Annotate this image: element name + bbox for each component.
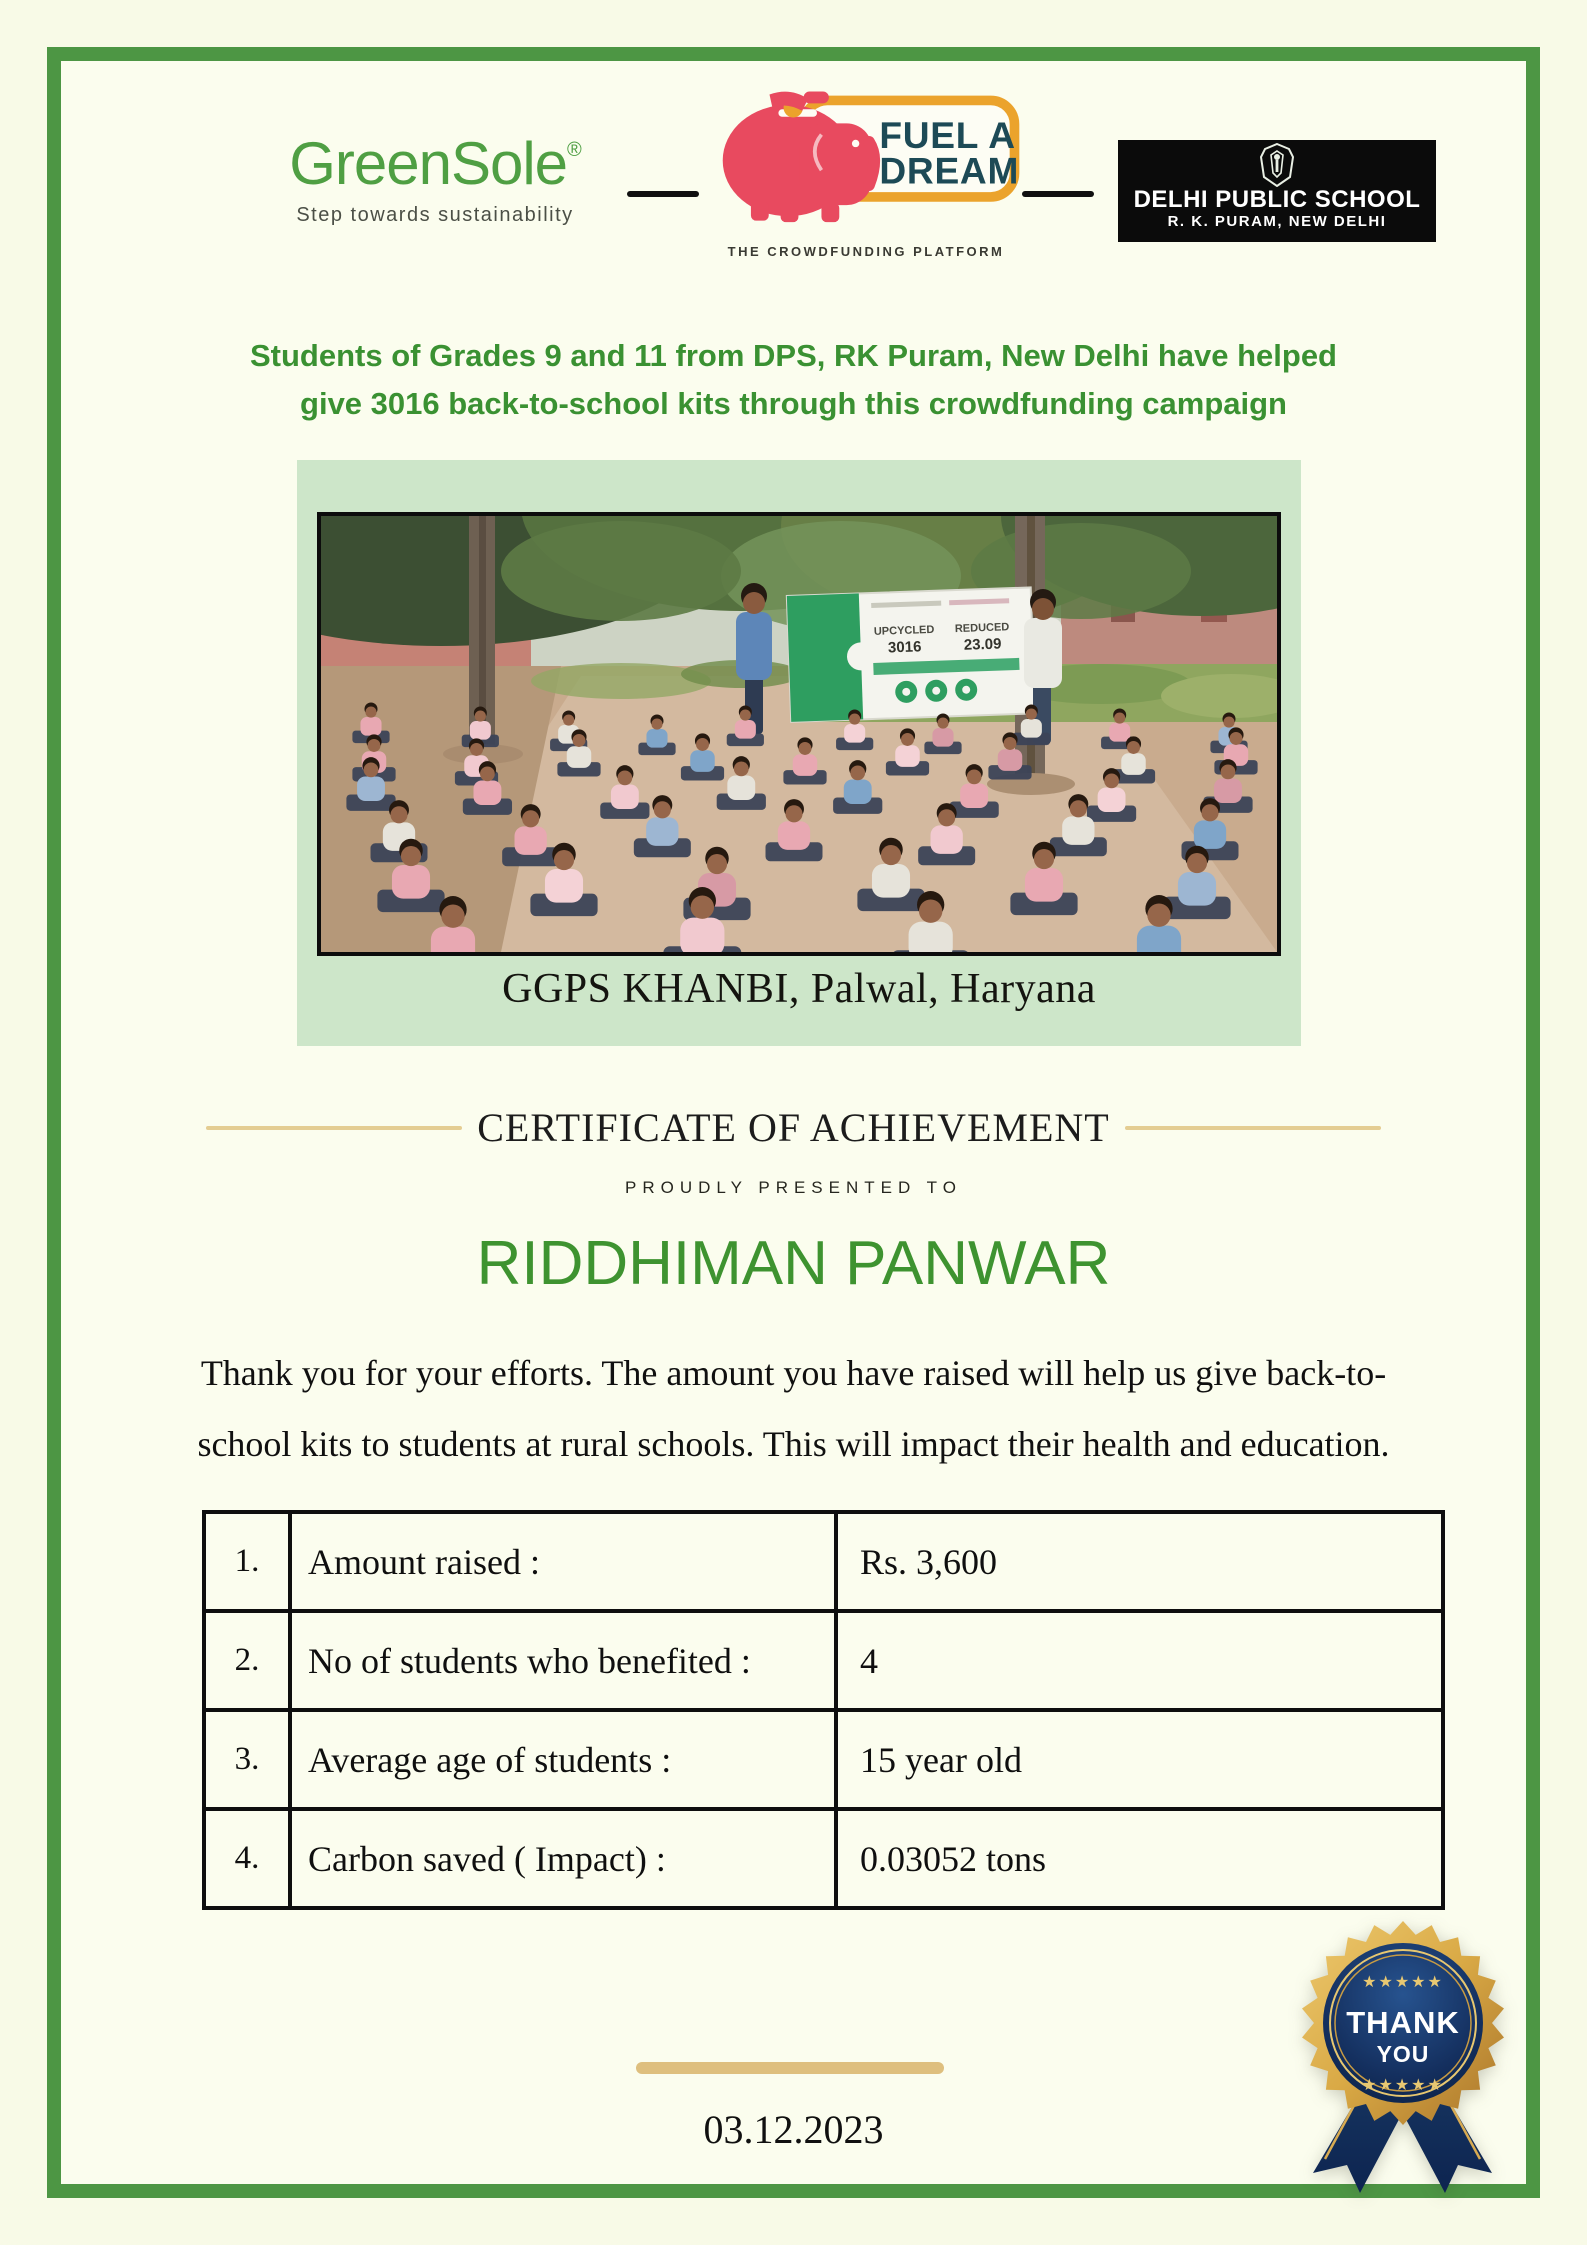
dps-shield-icon — [1259, 143, 1295, 187]
impact-stats-table — [202, 1510, 1445, 1910]
row-label: No of students who benefited : — [290, 1611, 836, 1710]
certificate-date: 03.12.2023 — [703, 2107, 884, 2152]
row-number: 4. — [204, 1809, 290, 1908]
gold-line-right — [1125, 1126, 1381, 1130]
recipient-name: RIDDHIMAN PANWAR — [476, 1229, 1111, 1298]
badge-stars-top: ★★★★★ — [1362, 1974, 1444, 1991]
thank-you-badge — [1285, 1915, 1520, 2195]
fueladream-logo-graphic — [710, 90, 1022, 237]
fueladream-tagline: THE CROWDFUNDING PLATFORM — [727, 244, 1005, 259]
logo-separator-dash — [1022, 191, 1094, 197]
row-value: 15 year old — [836, 1710, 1443, 1809]
svg-text:FUEL A: FUEL A — [879, 113, 1016, 156]
row-label: Average age of students : — [290, 1710, 836, 1809]
row-label: Amount raised : — [290, 1512, 836, 1611]
greensole-logo — [255, 118, 615, 227]
svg-text:REDUCED: REDUCED — [954, 621, 1010, 636]
thank-you-badge-graphic — [1285, 1915, 1520, 2195]
certificate-title: CERTIFICATE OF ACHIEVEMENT — [477, 1105, 1110, 1150]
row-number: 1. — [204, 1512, 290, 1611]
svg-text:23.09: 23.09 — [963, 635, 1002, 654]
table-row — [204, 1809, 1443, 1908]
dps-logo — [1118, 140, 1436, 242]
fueladream-wordmark — [879, 114, 1019, 192]
photo-panel — [297, 460, 1301, 1046]
gold-divider — [636, 2062, 944, 2074]
row-value: 0.03052 tons — [836, 1809, 1443, 1908]
table-row — [204, 1512, 1443, 1611]
row-number: 3. — [204, 1710, 290, 1809]
table-row — [204, 1611, 1443, 1710]
campaign-headline — [0, 332, 1587, 428]
greensole-tagline: Step towards sustainability — [296, 204, 574, 226]
row-value: 4 — [836, 1611, 1443, 1710]
thank-you-message — [40, 1338, 1547, 1480]
presented-to-label: PROUDLY PRESENTED TO — [625, 1178, 962, 1197]
svg-text:3016: 3016 — [887, 638, 922, 657]
campaign-headline-line1: Students of Grades 9 and 11 from DPS, RK Puram, New Delhi have helped — [250, 338, 1337, 373]
fueladream-logo — [710, 90, 1022, 259]
registered-mark: ® — [567, 139, 581, 161]
thank-you-message-line2: school kits to students at rural schools. This will impact their health and education. — [197, 1424, 1390, 1464]
row-number: 2. — [204, 1611, 290, 1710]
badge-stars-bottom: ★★★★★ — [1362, 2077, 1444, 2094]
certificate-title-row — [0, 1104, 1587, 1151]
svg-text:DREAM: DREAM — [879, 149, 1020, 192]
campaign-headline-line2: give 3016 back-to-school kits through this crowdfunding campaign — [300, 386, 1287, 421]
row-value: Rs. 3,600 — [836, 1512, 1443, 1611]
logo-separator-dash — [627, 191, 699, 197]
campaign-banner — [787, 587, 1035, 721]
svg-text:UPCYCLED: UPCYCLED — [873, 623, 935, 638]
greensole-wordmark: GreenSole® — [289, 130, 581, 197]
dps-location: R. K. PURAM, NEW DELHI — [1167, 213, 1387, 230]
table-row — [204, 1710, 1443, 1809]
photo-children-sitting — [321, 516, 1277, 952]
badge-text-you: YOU — [1376, 2041, 1430, 2067]
badge-text-thank: THANK — [1346, 2005, 1460, 2040]
photo-caption: GGPS KHANBI, Palwal, Haryana — [502, 966, 1096, 1012]
school-photo — [317, 512, 1281, 956]
thank-you-message-line1: Thank you for your efforts. The amount you have raised will help us give back-to- — [200, 1353, 1387, 1393]
row-label: Carbon saved ( Impact) : — [290, 1809, 836, 1908]
gold-line-left — [206, 1126, 462, 1130]
dps-name: DELHI PUBLIC SCHOOL — [1133, 186, 1421, 213]
